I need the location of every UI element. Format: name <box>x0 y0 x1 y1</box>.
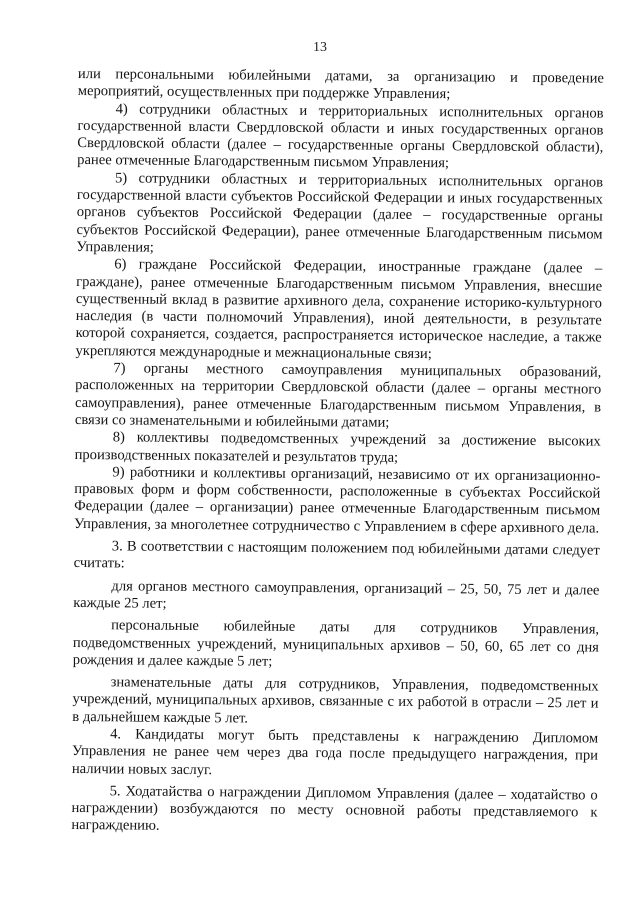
section-4-paragraph: 4. Кандидаты могут быть представлены к награждению Дипломом Управления не ранее чем через два года после предыдущего награждения, при наличии новых заслуг. <box>71 726 599 778</box>
list-item-6: 6) граждане Российской Федерации, иностранные граждане (далее – граждане), ранее отмеченные Благодарственным письмом Управления, внесшие существенный вклад в развитие архивного дела, сохранение историко-культурного наследия (в части полномочий Управления), иной деятельности, в результате которой сохраняется, создается, распространяется историческое наследие, а также укрепляются международные и межнациональные связи; <box>75 256 603 362</box>
document-body <box>71 66 604 839</box>
anniversary-rule-organizations: для органов местного самоуправления, организаций – 25, 50, 75 лет и далее каждые 25 лет; <box>73 577 600 612</box>
list-item-8: 8) коллективы подведомственных учреждений за достижение высоких производственных показателей и результатов труда; <box>74 429 601 466</box>
list-item-4: 4) сотрудники областных и территориальных исполнительных органов государственной власти Свердловской области и иных государственных органов Свердловской области (далее – государственные органы Свердловской области), ранее отмеченные Благодарственным письмом Управления; <box>77 100 604 172</box>
section-3-paragraph: 3. В соответствии с настоящим положением под юбилейными датами следует считать: <box>73 538 600 572</box>
list-item-7: 7) органы местного самоуправления муниципальных образований, расположенных на территории Свердловской области (далее – органы местного самоуправления), ранее отмеченные Благодарственным письмом Управления, в связи со знаменательными и юбилейными датами; <box>74 360 602 431</box>
list-item-9: 9) работники и коллективы организаций, независимо от их организационно-правовых форм и форм собственности, расположенные в субъектах Российской Федерации (далее – организации) ранее отмеченные Благодарственным письмом Управления, за многолетнее сотрудничество с Управлением в сфере архивного дела. <box>73 464 601 537</box>
anniversary-rule-personal: персональные юбилейные даты для сотрудников Управления, подведомственных учреждений, муниципальных архивов – 50, 60, 65 лет со дня рождения и далее каждые 5 лет; <box>72 617 600 670</box>
paragraph-continuation: или персональными юбилейными датами, за организацию и проведение мероприятий, осуществленных при поддержке Управления; <box>77 66 604 103</box>
page-number: 13 <box>313 40 327 55</box>
list-item-5: 5) сотрудники областных и территориальных исполнительных органов государственной власти субъектов Российской Федерации и иных государственных органов субъектов Российской Федерации (далее – государственные органы субъектов Российской Федерации), ранее отмеченные Благодарственным письмом Управления; <box>76 170 604 256</box>
section-5-paragraph: 5. Ходатайства о награждении Дипломом Управления (далее – ходатайство о награждении) возбуждаются по месту основной работы представляемого к награждению. <box>71 783 598 835</box>
anniversary-rule-work: знаменательные даты для сотрудников, Управления, подведомственных учреждений, муниципальных архивов, связанные с их работой в отрасли – 25 лет и в дальнейшем каждые 5 лет. <box>72 674 599 727</box>
